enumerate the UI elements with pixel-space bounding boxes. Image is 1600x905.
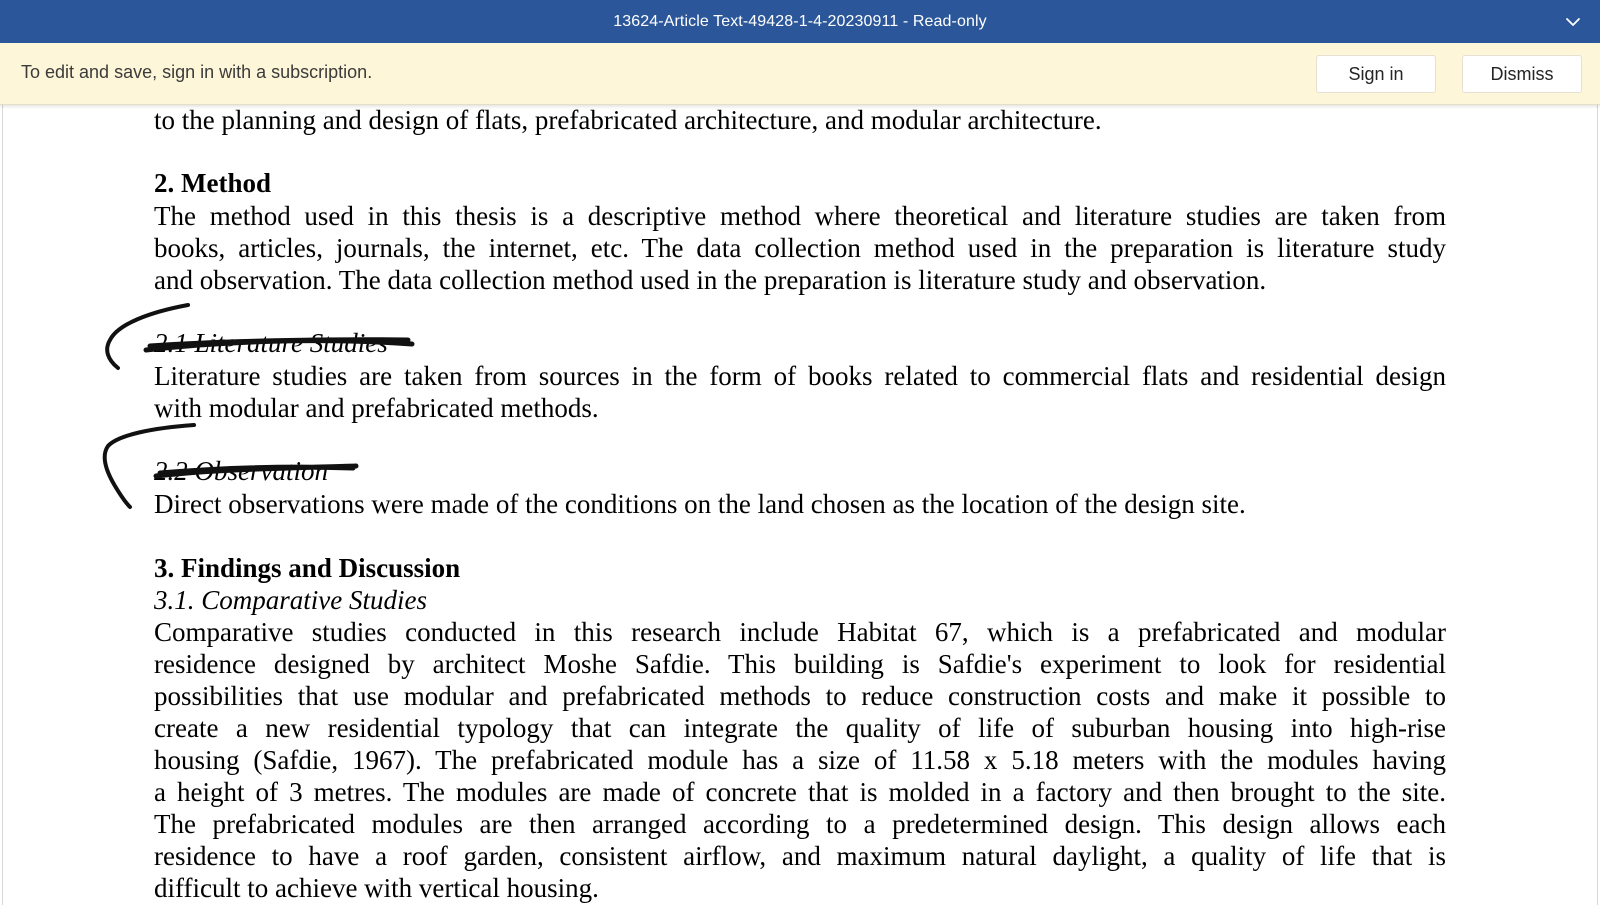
- paragraph-line: Comparative studies conducted in this research include Habitat 67, which is a prefabricated and modular: [154, 617, 1446, 647]
- paragraph-line: residence to have a roof garden, consistent airflow, and maximum natural daylight, a quality of life that is: [154, 841, 1446, 871]
- banner-message: To edit and save, sign in with a subscription.: [21, 62, 373, 82]
- document-canvas[interactable]: [0, 104, 1600, 905]
- paragraph-line: difficult to achieve with vertical housing.: [154, 873, 599, 903]
- paragraph-line: create a new residential typology that can integrate the quality of life of suburban housing into high-rise: [154, 713, 1446, 743]
- paragraph-line: with modular and prefabricated methods.: [154, 393, 599, 423]
- section-heading-method: 2. Method: [154, 168, 271, 198]
- chevron-down-icon[interactable]: [1564, 13, 1582, 31]
- subsection-heading-literature-studies: 2.1 Literature Studies: [154, 328, 388, 358]
- subscription-banner: [0, 43, 1600, 105]
- title-bar: [0, 0, 1600, 43]
- sign-in-button[interactable]: Sign in: [1316, 55, 1436, 93]
- document-title: 13624-Article Text-49428-1-4-20230911 - Read-only: [613, 12, 987, 30]
- section-heading-findings: 3. Findings and Discussion: [154, 553, 461, 583]
- subsection-heading-observation: 2.2 Observation: [154, 456, 328, 486]
- paragraph-line: housing (Safdie, 1967). The prefabricated module has a size of 11.58 x 5.18 meters with the modules having: [154, 745, 1446, 775]
- subsection-heading-comparative-studies: 3.1. Comparative Studies: [154, 585, 427, 615]
- paragraph-line: a height of 3 metres. The modules are made of concrete that is molded in a factory and then brought to the site.: [154, 777, 1446, 807]
- paragraph-line: Literature studies are taken from sources in the form of books related to commercial flats and residential design: [154, 361, 1446, 391]
- paragraph-line: books, articles, journals, the internet, etc. The data collection method used in the preparation is literature study: [154, 233, 1446, 263]
- page-edge-right: [1597, 104, 1598, 905]
- dismiss-button[interactable]: Dismiss: [1462, 55, 1582, 93]
- paragraph-line: and observation. The data collection method used in the preparation is literature study and observation.: [154, 265, 1267, 295]
- paragraph-line: The method used in this thesis is a descriptive method where theoretical and literature studies are taken from: [154, 201, 1446, 231]
- paragraph-line: residence designed by architect Moshe Safdie. This building is Safdie's experiment to look for residential: [154, 649, 1446, 679]
- paragraph-line: The prefabricated modules are then arranged according to a predetermined design. This design allows each: [154, 809, 1446, 839]
- page-edge-left: [2, 104, 3, 905]
- paragraph-line: to the planning and design of flats, prefabricated architecture, and modular architecture.: [154, 105, 1102, 135]
- paragraph-line: Direct observations were made of the conditions on the land chosen as the location of the design site.: [154, 489, 1246, 519]
- paragraph-line: possibilities that use modular and prefabricated methods to reduce construction costs and make it possible to: [154, 681, 1446, 711]
